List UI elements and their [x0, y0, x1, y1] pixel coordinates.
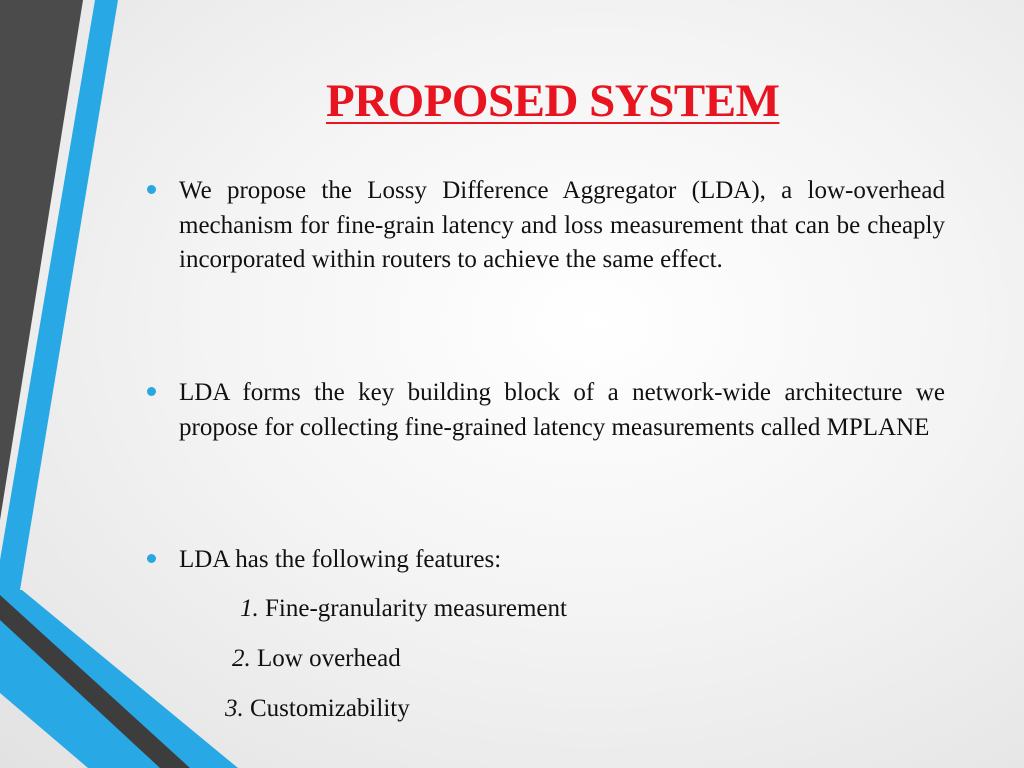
bullet-text: We propose the Lossy Difference Aggregator (LDA), a low-overhead mechanism for fine-grain latency and loss measurement that can be cheaply incorporated within routers to achieve the same effect. — [179, 177, 945, 273]
bullet-dot-icon — [147, 387, 156, 396]
feature-number: 3. — [225, 695, 244, 722]
feature-number: 1. — [240, 595, 259, 622]
bullet-item-lda-proposal — [145, 174, 945, 278]
bullet-dot-icon — [147, 554, 156, 563]
slide-title: PROPOSED SYSTEM — [326, 75, 780, 127]
bottom-blue-band — [0, 590, 238, 768]
bullet-text: LDA has the following features: — [179, 546, 502, 573]
feature-label: Fine-granularity measurement — [265, 595, 567, 622]
feature-item-fine-granularity — [240, 592, 567, 626]
feature-label: Customizability — [250, 695, 410, 722]
bullet-dot-icon — [147, 185, 156, 194]
feature-item-customizability — [225, 692, 410, 726]
bullet-item-features — [145, 543, 945, 578]
feature-label: Low overhead — [257, 645, 401, 672]
bullet-text: LDA forms the key building block of a network-wide architecture we propose for collecting fine-grained latency measurements called MPLANE — [179, 379, 945, 441]
feature-number: 2. — [232, 645, 251, 672]
feature-item-low-overhead — [232, 642, 401, 676]
bullet-item-mplane — [145, 376, 945, 445]
